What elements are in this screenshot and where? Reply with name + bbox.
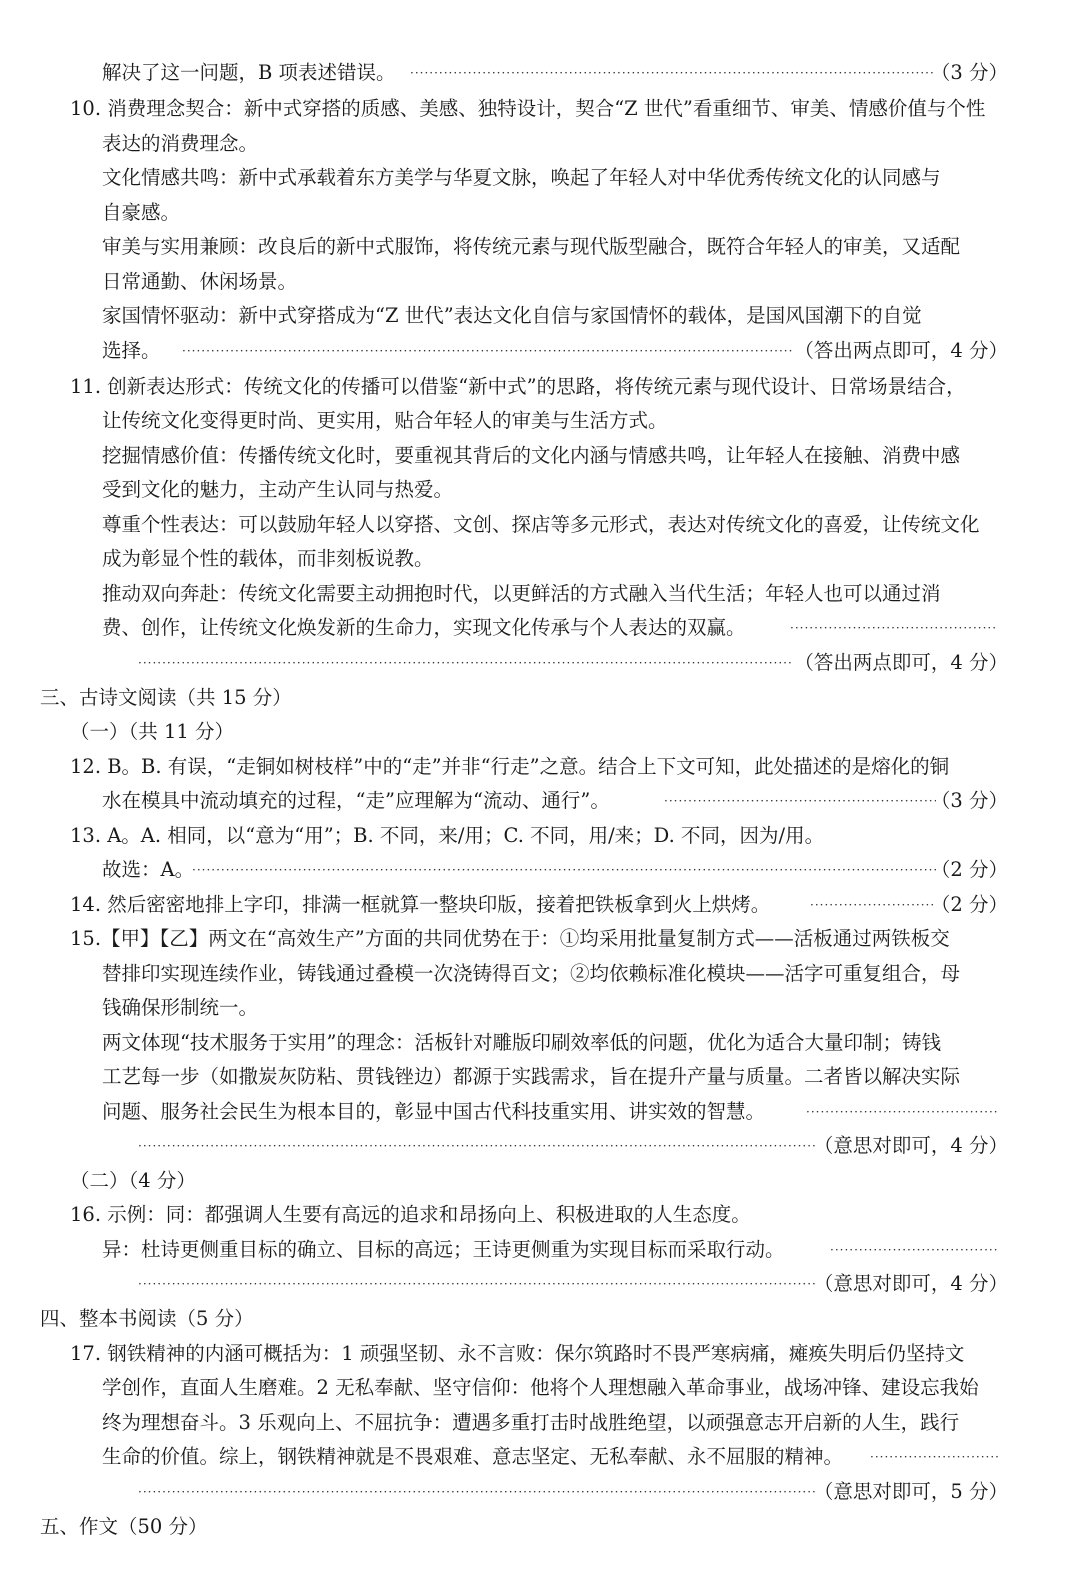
- answer-line: 审美与实用兼顾：改良后的新中式服饰，将传统元素与现代版型融合，既符合年轻人的审美，又适配: [102, 235, 961, 258]
- question-14-line: 14. 然后密密地排上字印，排满一框就算一整块印版，接着把铁板拿到火上烘烤。: [70, 893, 771, 916]
- section-heading: 五、作文（50 分）: [40, 1515, 208, 1538]
- answer-line: 推动双向奔赴：传统文化需要主动拥抱时代，以更鲜活的方式融入当代生活；年轻人也可以通过消: [102, 582, 941, 605]
- score-label: （2 分）: [930, 893, 1008, 916]
- dot-leader: [830, 1233, 998, 1267]
- question-13-line: 13. A。A. 相同，以“意为“用”；B. 不同，来/用；C. 不同，用/来；D. 不同，因为/用。: [70, 824, 825, 847]
- answer-line: 解决了这一问题，B 项表述错误。: [102, 61, 396, 84]
- dot-leader: [806, 1095, 998, 1129]
- answer-line: 故选：A。: [102, 858, 195, 881]
- answer-line: 尊重个性表达：可以鼓励年轻人以穿搭、文创、探店等多元形式，表达对传统文化的喜爱，让传统文化: [102, 513, 980, 536]
- question-11-line: 11. 创新表达形式：传统文化的传播可以借鉴“新中式”的思路，将传统元素与现代设计、日常场景结合，: [70, 375, 966, 398]
- dot-leader: [138, 1267, 818, 1301]
- dot-leader: [410, 56, 935, 90]
- score-label: （3 分）: [930, 789, 1008, 812]
- answer-line: 水在模具中流动填充的过程，“走”应理解为“流动、通行”。: [102, 789, 610, 812]
- answer-line: 工艺每一步（如撒炭灰防粘、贯钱锉边）都源于实践需求，旨在提升产量与质量。二者皆以解决实际: [102, 1065, 961, 1088]
- subsection-heading: （一）（共 11 分）: [70, 720, 234, 743]
- answer-line: 受到文化的魅力，主动产生认同与热爱。: [102, 478, 454, 501]
- score-label: （意思对即可，4 分）: [813, 1272, 1008, 1295]
- score-label: （3 分）: [930, 61, 1008, 84]
- answer-line: 表达的消费理念。: [102, 132, 259, 155]
- answer-line: 费、创作，让传统文化焕发新的生命力，实现文化传承与个人表达的双赢。: [102, 616, 746, 639]
- answer-line: 挖掘情感价值：传播传统文化时，要重视其背后的文化内涵与情感共鸣，让年轻人在接触、消费中感: [102, 444, 961, 467]
- answer-line: 问题、服务社会民生为根本目的，彰显中国古代科技重实用、讲实效的智慧。: [102, 1100, 766, 1123]
- dot-leader: [790, 611, 998, 645]
- dot-leader: [182, 334, 792, 368]
- answer-line: 文化情感共鸣：新中式承载着东方美学与华夏文脉，唤起了年轻人对中华优秀传统文化的认同感与: [102, 166, 941, 189]
- section-heading: 四、整本书阅读（5 分）: [40, 1307, 254, 1330]
- subsection-heading: （二）（4 分）: [70, 1169, 196, 1192]
- score-label: （意思对即可，4 分）: [813, 1134, 1008, 1157]
- dot-leader: [664, 784, 936, 818]
- score-label: （答出两点即可，4 分）: [794, 651, 1008, 674]
- answer-line: 选择。: [102, 339, 161, 362]
- dot-leader: [870, 1440, 998, 1474]
- answer-line: 日常通勤、休闲场景。: [102, 270, 298, 293]
- answer-line: 替排印实现连续作业，铸钱通过叠模一次浇铸得百文；②均依赖标准化模块——活字可重复组合，母: [102, 962, 961, 985]
- score-label: （2 分）: [930, 858, 1008, 881]
- question-10-line: 10. 消费理念契合：新中式穿搭的质感、美感、独特设计，契合“Z 世代”看重细节、审美、情感价值与个性: [70, 97, 986, 120]
- dot-leader: [138, 1475, 818, 1509]
- dot-leader: [138, 646, 793, 680]
- section-heading: 三、古诗文阅读（共 15 分）: [40, 686, 292, 709]
- dot-leader: [138, 1129, 818, 1163]
- answer-line: 成为彰显个性的载体，而非刻板说教。: [102, 547, 434, 570]
- answer-line: 自豪感。: [102, 201, 181, 224]
- answer-line: 异：杜诗更侧重目标的确立、目标的高远；王诗更侧重为实现目标而采取行动。: [102, 1238, 785, 1261]
- question-17-line: 17. 钢铁精神的内涵可概括为：1 顽强坚韧、永不言败：保尔筑路时不畏严寒病痛，瘫痪失明后仍坚持文: [70, 1342, 965, 1365]
- answer-line: 钱确保形制统一。: [102, 996, 259, 1019]
- answer-line: 让传统文化变得更时尚、更实用，贴合年轻人的审美与生活方式。: [102, 409, 668, 432]
- score-label: （答出两点即可，4 分）: [794, 339, 1008, 362]
- dot-leader: [192, 853, 936, 887]
- answer-line: 学创作，直面人生磨难。2 无私奉献、坚守信仰：他将个人理想融入革命事业，战场冲锋、建设忘我始: [102, 1376, 979, 1399]
- question-15-line: 15.【甲】【乙】两文在“高效生产”方面的共同优势在于：①均采用批量复制方式——活板通过两铁板交: [70, 927, 950, 950]
- answer-line: 生命的价值。综上，钢铁精神就是不畏艰难、意志坚定、无私奉献、永不屈服的精神。: [102, 1445, 844, 1468]
- question-12-line: 12. B。B. 有误，“走铜如树枝样”中的“走”并非“行走”之意。结合上下文可知，此处描述的是熔化的铜: [70, 755, 950, 778]
- score-label: （意思对即可，5 分）: [813, 1480, 1008, 1503]
- answer-line: 两文体现“技术服务于实用”的理念：活板针对雕版印刷效率低的问题，优化为适合大量印制；铸钱: [102, 1031, 941, 1054]
- question-16-line: 16. 示例：同：都强调人生要有高远的追求和昂扬向上、积极进取的人生态度。: [70, 1203, 751, 1226]
- answer-line: 终为理想奋斗。3 乐观向上、不屈抗争：遭遇多重打击时战胜绝望，以顽强意志开启新的人生，践行: [102, 1411, 960, 1434]
- dot-leader: [810, 888, 936, 922]
- answer-line: 家国情怀驱动：新中式穿搭成为“Z 世代”表达文化自信与家国情怀的载体，是国风国潮下的自觉: [102, 304, 922, 327]
